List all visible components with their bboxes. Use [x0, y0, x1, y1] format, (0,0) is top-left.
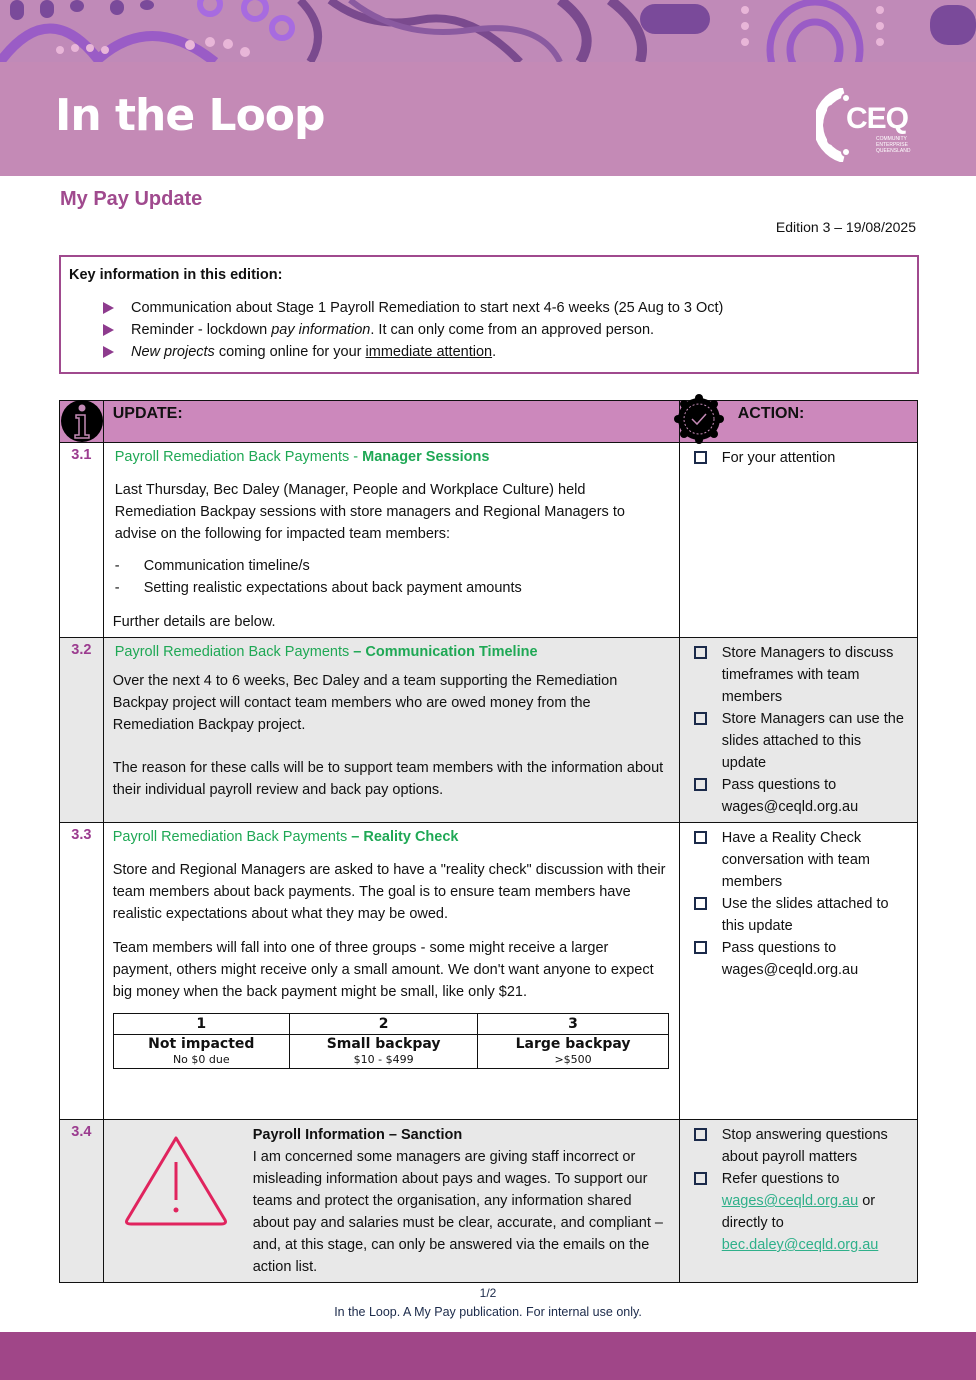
- group-cell: [113, 1035, 289, 1069]
- group-number: 1: [113, 1014, 289, 1035]
- update-action-table: [59, 400, 918, 1283]
- edition-date: Edition 3 – 19/08/2025: [775, 219, 916, 235]
- update-cell: [103, 443, 679, 638]
- checkbox[interactable]: [694, 778, 707, 791]
- page-title: My Pay Update: [60, 188, 203, 210]
- checkbox[interactable]: [694, 646, 707, 659]
- table-row: [60, 823, 918, 1120]
- group-cell: [289, 1035, 478, 1069]
- table-row: [60, 638, 918, 823]
- warning-icon: [121, 1132, 231, 1227]
- key-information-item: Reminder - lockdown pay information. It can only come from an approved person.: [103, 319, 909, 341]
- section-title: Payroll Remediation Back Payments – Reality Check: [112, 829, 459, 845]
- row-number: 3.2: [60, 638, 104, 823]
- action-cell: [679, 823, 917, 1120]
- update-cell: [103, 638, 679, 823]
- triangle-bullet-icon: [103, 324, 114, 336]
- checkbox[interactable]: [694, 831, 707, 844]
- action-item[interactable]: Refer questions to wages@ceqld.org.au or directly to bec.daley@ceqld.org.au: [692, 1168, 909, 1256]
- triangle-bullet-icon: [103, 346, 114, 358]
- checkbox[interactable]: [694, 1128, 707, 1141]
- info-icon: [59, 397, 105, 443]
- logo-subtitle-line: COMMUNITY: [876, 136, 907, 142]
- group-range: No $0 due: [172, 1053, 230, 1066]
- group-cell: [478, 1035, 668, 1069]
- update-cell: [103, 1120, 679, 1283]
- group-number: 3: [478, 1014, 668, 1035]
- triangle-bullet-icon: [103, 302, 114, 314]
- logo-subtitle-line: QUEENSLAND: [876, 148, 911, 154]
- group-label: Large backpay: [515, 1036, 631, 1052]
- update-cell: [103, 823, 679, 1120]
- bullet-list: [113, 555, 669, 599]
- newsletter-title: In the Loop: [55, 90, 325, 141]
- ceq-logo: [816, 88, 926, 162]
- sanction-text: [253, 1124, 669, 1278]
- groups-label-row: [113, 1035, 668, 1069]
- action-item[interactable]: Stop answering questions about payroll matters: [692, 1124, 909, 1168]
- bullet-item: - Setting realistic expectations about back payment amounts: [113, 577, 669, 599]
- backpay-groups-table: [113, 1013, 669, 1069]
- footer-text: In the Loop. A My Pay publication. For internal use only.: [334, 1305, 642, 1319]
- header-artwork: [0, 0, 976, 62]
- checkbox[interactable]: [694, 451, 707, 464]
- action-item[interactable]: Store Managers to discuss timeframes with team members: [692, 642, 909, 708]
- logo-subtitle: [876, 136, 910, 154]
- row-number: 3.3: [60, 823, 104, 1120]
- table-row: [60, 1120, 918, 1283]
- checkbox[interactable]: [694, 712, 707, 725]
- row-number: 3.4: [60, 1120, 104, 1283]
- action-list: [692, 1124, 909, 1256]
- action-cell: [679, 443, 917, 638]
- bullet-item: - Communication timeline/s: [113, 555, 669, 577]
- groups-number-row: [113, 1014, 668, 1035]
- section-paragraph: Store and Regional Managers are asked to have a "reality check" discussion with their team members about back payments. The goal is to ensure team members have realistic expectations about what they may be owed.: [112, 862, 666, 922]
- row-number: 3.1: [60, 443, 104, 638]
- section-paragraph: I am concerned some managers are giving staff incorrect or misleading information about pays and wages. To support our teams and protect the organisation, any information shared about pay and salaries must be clear, accurate, and compliant – and, at this stage, can only be answered via the emails on the action list.: [252, 1149, 663, 1275]
- logo-subtitle-line: ENTERPRISE: [876, 142, 908, 148]
- action-list: [692, 447, 909, 469]
- table-header-row: [60, 401, 918, 443]
- action-list: [692, 827, 909, 981]
- key-information-item: Communication about Stage 1 Payroll Remediation to start next 4-6 weeks (25 Aug to 3 Oct): [103, 297, 909, 319]
- warning-icon-wrap: [113, 1124, 253, 1278]
- footer-bar: [0, 1332, 976, 1380]
- action-header-cell: [679, 401, 917, 443]
- section-paragraph: The reason for these calls will be to support team members with the information about their individual payroll review and back pay options.: [112, 760, 664, 798]
- header-banner: [0, 62, 976, 176]
- key-information-item: New projects coming online for your immediate attention.: [103, 341, 909, 363]
- section-title: Payroll Remediation Back Payments - Manager Sessions: [114, 449, 490, 465]
- action-item[interactable]: Pass questions to wages@ceqld.org.au: [692, 937, 909, 981]
- section-title: Payroll Information – Sanction: [252, 1127, 463, 1143]
- action-cell: [679, 1120, 917, 1283]
- page-number: 1/2: [479, 1286, 497, 1300]
- group-number: 2: [289, 1014, 478, 1035]
- section-title: Payroll Remediation Back Payments – Communication Timeline: [114, 644, 538, 660]
- group-range: >$500: [554, 1053, 592, 1066]
- update-header: UPDATE:: [103, 401, 679, 443]
- section-paragraph: Team members will fall into one of three groups - some might receive a larger payment, others might receive only a small amount. We don't want anyone to expect big money when the back payment might be small, like only $21.: [112, 940, 654, 1000]
- bec-daley-email-link[interactable]: bec.daley@ceqld.org.au: [721, 1237, 879, 1253]
- aboriginal-art-pattern: [0, 0, 976, 62]
- action-item[interactable]: Use the slides attached to this update: [692, 893, 909, 937]
- section-closing: Further details are below.: [112, 614, 276, 630]
- key-information-title: Key information in this edition:: [69, 267, 283, 283]
- action-cell: [679, 638, 917, 823]
- sanction-content: [113, 1124, 669, 1278]
- check-badge-icon: [674, 394, 724, 444]
- checkbox[interactable]: [694, 897, 707, 910]
- wages-email-link[interactable]: wages@ceqld.org.au: [721, 1193, 859, 1209]
- group-label: Not impacted: [148, 1036, 255, 1052]
- checkbox[interactable]: [694, 941, 707, 954]
- action-item[interactable]: Have a Reality Check conversation with team members: [692, 827, 909, 893]
- group-label: Small backpay: [326, 1036, 441, 1052]
- section-paragraph: Last Thursday, Bec Daley (Manager, People and Workplace Culture) held Remediation Backpay sessions with store managers and Regional Managers to advise on the following for impacted team members:: [114, 482, 625, 542]
- key-information-box: [59, 255, 919, 374]
- action-item[interactable]: Pass questions to wages@ceqld.org.au: [692, 774, 909, 818]
- action-item[interactable]: For your attention: [692, 447, 909, 469]
- action-list: [692, 642, 909, 818]
- table-row: [60, 443, 918, 638]
- action-item[interactable]: Store Managers can use the slides attached to this update: [692, 708, 909, 774]
- logo-wordmark: CEQ: [846, 102, 909, 135]
- action-header: ACTION:: [737, 405, 805, 422]
- section-paragraph: Over the next 4 to 6 weeks, Bec Daley and a team supporting the Remediation Backpay project will contact team members who are owed money from the Remediation Backpay project.: [112, 673, 618, 733]
- group-range: $10 - $499: [353, 1053, 414, 1066]
- info-icon-cell: [60, 401, 104, 443]
- checkbox[interactable]: [694, 1172, 707, 1185]
- key-information-list: [69, 297, 909, 363]
